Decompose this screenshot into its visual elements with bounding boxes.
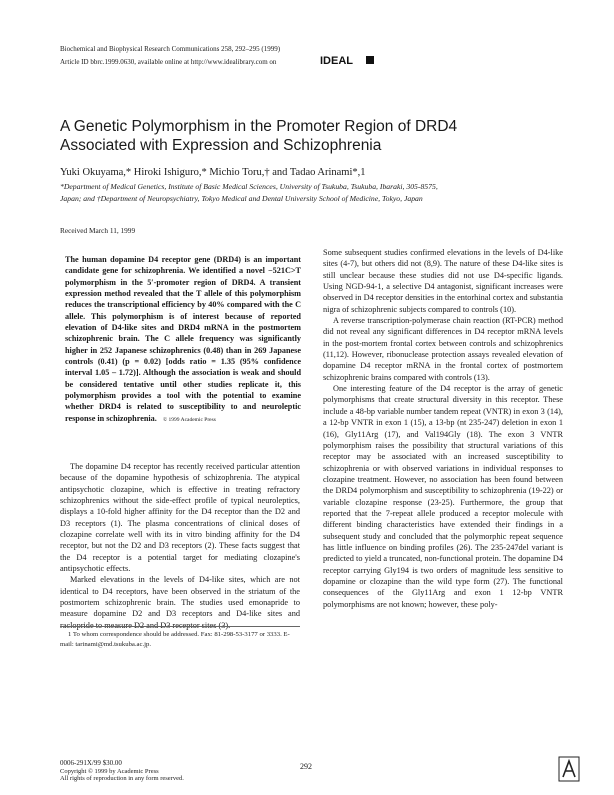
abstract-copyright: © 1999 Academic Press — [162, 416, 216, 423]
footnote-divider — [60, 626, 300, 627]
issn-price: 0006-291X/99 $30.00 — [60, 759, 122, 767]
ideal-logo — [320, 54, 390, 66]
article-id-line: Article ID bbrc.1999.0630, available online at http://www.idealibrary.com on — [60, 58, 277, 66]
body-paragraph: One interesting feature of the D4 receptor is the array of genetic polymorphisms that create structural diversity in this receptor. These include a 48-bp variable number tandem repeat (VNTR) in exon 3 (14), a 12-bp VNTR in exon 1 (15), a 13-bp (nt 235-247) deletion in exon 1 (16), Gly11Arg (17), and Val194Gly (18). The exon 3 VNTR polymorphism raises the possibility that structural variations of this receptor may be associated with an increased susceptibility to schizophrenia or with observed variations in individual responses to clozapine treatment. However, no association has been found between the DRD4 polymorphism and susceptibility to schizophrenia (19-22) or variable clozapine response (23-25). Furthermore, the group that reported that the 7-repeat allele produced a receptor molecule with different binding characteristics have extended their findings in a subsequent study and concluded that the polymorphic repeat sequence has little influence on binding profiles (26). The 235-247del variant is predicted to yield a truncated, non-functional protein. The dopamine D4 receptor carrying Gly194 is two orders of magnitude less sensitive to dopamine or clozapine than the wild type form (27). The functional consequences of the Gly11Arg and exon 1 12-bp VNTR polymorphisms are not known; however, these poly- — [323, 384, 563, 609]
left-column-body — [60, 461, 300, 631]
copyright-line: Copyright © 1999 by Academic Press — [60, 767, 159, 775]
abstract — [65, 254, 301, 426]
received-date: Received March 11, 1999 — [60, 226, 136, 235]
affiliation-line-2: Japan; and †Department of Neuropsychiatry, Tokyo Medical and Dental University School of Medicine, Tokyo, Japan — [60, 194, 423, 203]
title-line-2: Associated with Expression and Schizophrenia — [60, 137, 382, 154]
academic-press-logo — [558, 756, 580, 782]
journal-header — [60, 43, 280, 69]
affiliation-line-1: *Department of Medical Genetics, Institute of Basic Medical Sciences, University of Tsukuba, Tsukuba, Ibaraki, 305-8575, — [60, 182, 438, 191]
body-paragraph: A reverse transcription-polymerase chain reaction (RT-PCR) method did not reveal any significant differences in D4 receptor mRNA levels in the post-mortem frontal cortex between controls and schizophrenics (11,12). However, ribonuclease protection assays revealed elevation of dopamine D4 receptor mRNA in the frontal cortex of postmortem schizophrenic brains compared with controls (13). — [323, 316, 563, 382]
title-line-1: A Genetic Polymorphism in the Promoter Region of DRD4 — [60, 118, 458, 135]
right-column-body — [323, 247, 563, 610]
abstract-text: The human dopamine D4 receptor gene (DRD4) is an important candidate gene for schizophrenia. We identified a novel −521C>T polymorphism in the 5′-promoter region of DRD4. A transient expression method revealed that the T allele of this polymorphism reduces the transcriptional efficiency by 40% compared with the C allele. This polymorphism is of interest because of reported elevation of D4-like sites and DRD4 mRNA in the postmortem schizophrenic brain. The C allele frequency was significantly higher in 252 Japanese schizophrenics (0.48) than in 269 Japanese controls (0.41) (p = 0.02) [odds ratio = 1.35 (95% confidence interval 1.05 – 1.72)]. Although the association is weak and should be considered tentative until other studies replicate it, this polymorphism provides a tool with the potential to examine whether DRD4 is related to susceptibility to and neuroleptic response in schizophrenia. — [65, 255, 301, 423]
affiliations — [60, 181, 560, 205]
bottom-copyright-block — [60, 760, 184, 783]
journal-citation: Biochemical and Biophysical Research Communications 258, 292–295 (1999) — [60, 45, 281, 53]
body-paragraph: The dopamine D4 receptor has recently received particular attention because of the dopamine hypothesis of schizophrenia. The atypical antipsychotic clozapine, which is effective in treating refractory schizophrenics without the side-effect profile of typical neuroleptics, displays a 10-fold higher affinity for the D4 receptor than the D2 and D3 receptors (1). The plasma concentrations of clinical doses of clozapine correlate well with its in vitro binding affinity for the D4 receptor, but not the D2 and D3 receptors (2). These facts suggest that the D4 receptor is a potential target for mediating clozapine's antipsychotic effects. — [60, 462, 300, 574]
article-title — [60, 117, 560, 155]
rights-line: All rights of reproduction in any form reserved. — [60, 775, 184, 782]
footnote — [60, 630, 300, 650]
svg-text:IDEAL: IDEAL — [320, 55, 353, 66]
page-number: 292 — [300, 762, 312, 771]
body-paragraph: Some subsequent studies confirmed elevations in the levels of D4-like sites (4-7), but others did not (8,9). The nature of these D4-like sites is still unclear because these studies did not use D4-specific ligands. Using NGD-94-1, a selective D4 antagonist, significant increases were observed in D4 receptor densities in the entorhinal cortex and substantia nigra of schizophrenic subjects compared to controls (10). — [323, 248, 563, 314]
author-list: Yuki Okuyama,* Hiroki Ishiguro,* Michio Toru,† and Tadao Arinami*,1 — [60, 167, 366, 178]
footnote-text: 1 To whom correspondence should be addressed. Fax: 81-298-53-3177 or 3333. E-mail: tarinami@md.tsukuba.ac.jp. — [60, 631, 290, 648]
body-paragraph: Marked elevations in the levels of D4-like sites, which are not identical to D4 receptors, have been observed in the striatum of the postmortem schizophrenic brain. The studies used emonapride to measure dopamine D2 and D3 receptors and D4-like sites and raclopride to measure D2 and D3 receptor sites (3). — [60, 575, 300, 630]
